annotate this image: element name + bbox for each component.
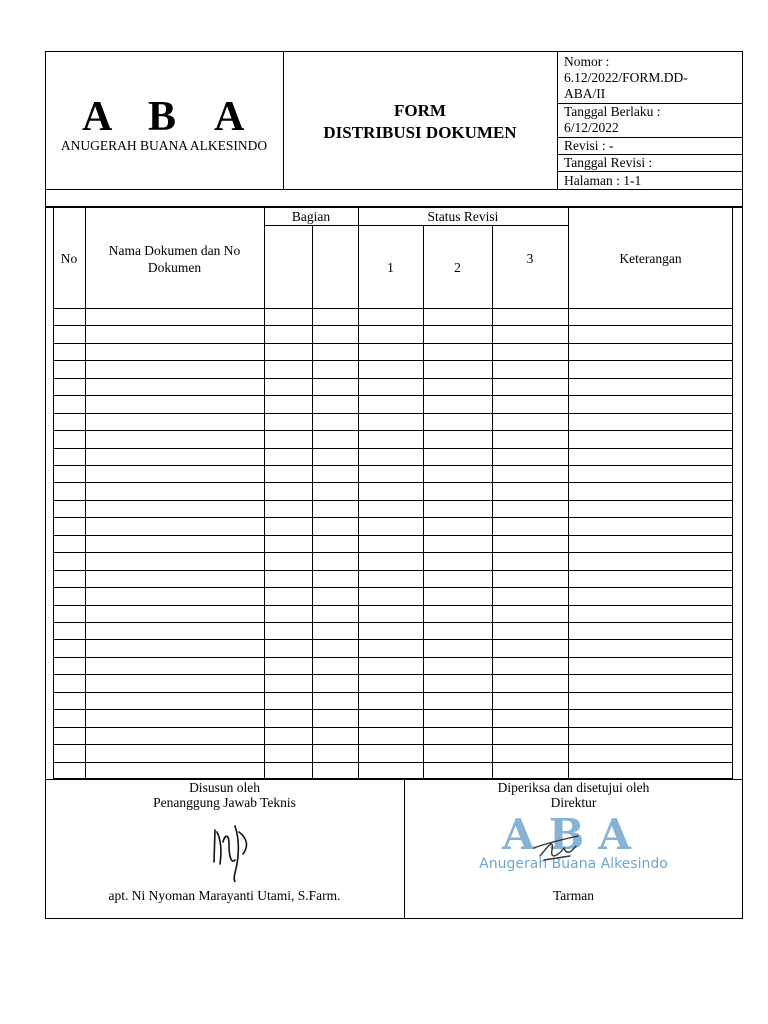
footer-left-line1: Disusun oleh — [189, 780, 260, 795]
table-row — [53, 639, 732, 640]
table-row — [53, 587, 732, 588]
tanggal-revisi: Tanggal Revisi : — [564, 155, 653, 170]
company-logo-letter-1: A — [82, 94, 113, 140]
table-row — [53, 325, 732, 326]
signature-left — [205, 812, 255, 882]
form-title-line2: DISTRIBUSI DOKUMEN — [323, 123, 517, 142]
tanggal-berlaku-label: Tanggal Berlaku : — [564, 104, 661, 119]
header-separator — [45, 189, 743, 190]
col-header-revisi-1: 1 — [387, 260, 394, 275]
col-header-no: No — [60, 251, 78, 266]
table-row — [53, 413, 732, 414]
table-row — [53, 448, 732, 449]
col-line-status — [568, 207, 569, 779]
footer-right-line2: Direktur — [550, 795, 597, 810]
col-header-keterangan: Keterangan — [619, 251, 682, 266]
table-row — [53, 727, 732, 728]
table-row — [53, 570, 732, 571]
footer-right-name: Tarman — [552, 888, 595, 903]
table-row — [53, 657, 732, 658]
table-row — [53, 395, 732, 396]
table-row — [53, 762, 732, 763]
table-frame — [53, 207, 733, 779]
table-row — [53, 360, 732, 361]
col-header-nama-line1: Nama Dokumen dan No — [108, 243, 241, 258]
form-title-line1: FORM — [394, 101, 446, 120]
col-line-no — [85, 207, 86, 779]
subheader-line — [264, 225, 568, 226]
table-row — [53, 482, 732, 483]
stamp-logo: ABA — [502, 810, 645, 859]
table-row — [53, 622, 732, 623]
company-name: ANUGERAH BUANA ALKESINDO — [60, 138, 268, 153]
nomor-value-line1: 6.12/2022/FORM.DD- — [564, 70, 688, 85]
table-row — [53, 465, 732, 466]
footer-left-line2: Penanggung Jawab Teknis — [153, 795, 296, 810]
halaman: Halaman : 1-1 — [564, 173, 642, 188]
table-row — [53, 692, 732, 693]
table-row — [53, 674, 732, 675]
table-row — [53, 709, 732, 710]
col-header-status-revisi: Status Revisi — [427, 209, 499, 224]
footer-left-name: apt. Ni Nyoman Marayanti Utami, S.Farm. — [108, 888, 341, 903]
nomor-label: Nomor : — [564, 54, 610, 69]
col-header-bagian: Bagian — [291, 209, 331, 224]
company-logo-letter-3: A — [214, 94, 245, 140]
info-divider-4 — [557, 171, 743, 172]
nomor-value-line2: ABA/II — [564, 86, 606, 101]
col-header-revisi-3: 3 — [526, 251, 534, 266]
footer-right-line1: Diperiksa dan disetujui oleh — [497, 780, 650, 795]
table-row — [53, 500, 732, 501]
header-divider-2 — [557, 51, 558, 189]
tanggal-berlaku-value: 6/12/2022 — [564, 120, 619, 135]
table-row — [53, 605, 732, 606]
col-header-revisi-2: 2 — [454, 260, 461, 275]
col-line-nama — [264, 207, 265, 779]
table-row — [53, 343, 732, 344]
table-row — [53, 744, 732, 745]
signature-right — [530, 826, 590, 870]
stamp-company-name: Anugerah Buana Alkesindo — [479, 856, 668, 872]
col-header-nama-line2: Dokumen — [147, 260, 202, 275]
table-row — [53, 378, 732, 379]
revisi: Revisi : - — [564, 138, 614, 153]
header-divider-1 — [283, 51, 284, 189]
table-header-bottom — [53, 308, 733, 309]
table-row — [53, 430, 732, 431]
table-row — [53, 552, 732, 553]
table-row — [53, 517, 732, 518]
company-logo-letter-2: B — [148, 94, 177, 140]
table-row — [53, 535, 732, 536]
col-line-bagian — [358, 207, 359, 779]
